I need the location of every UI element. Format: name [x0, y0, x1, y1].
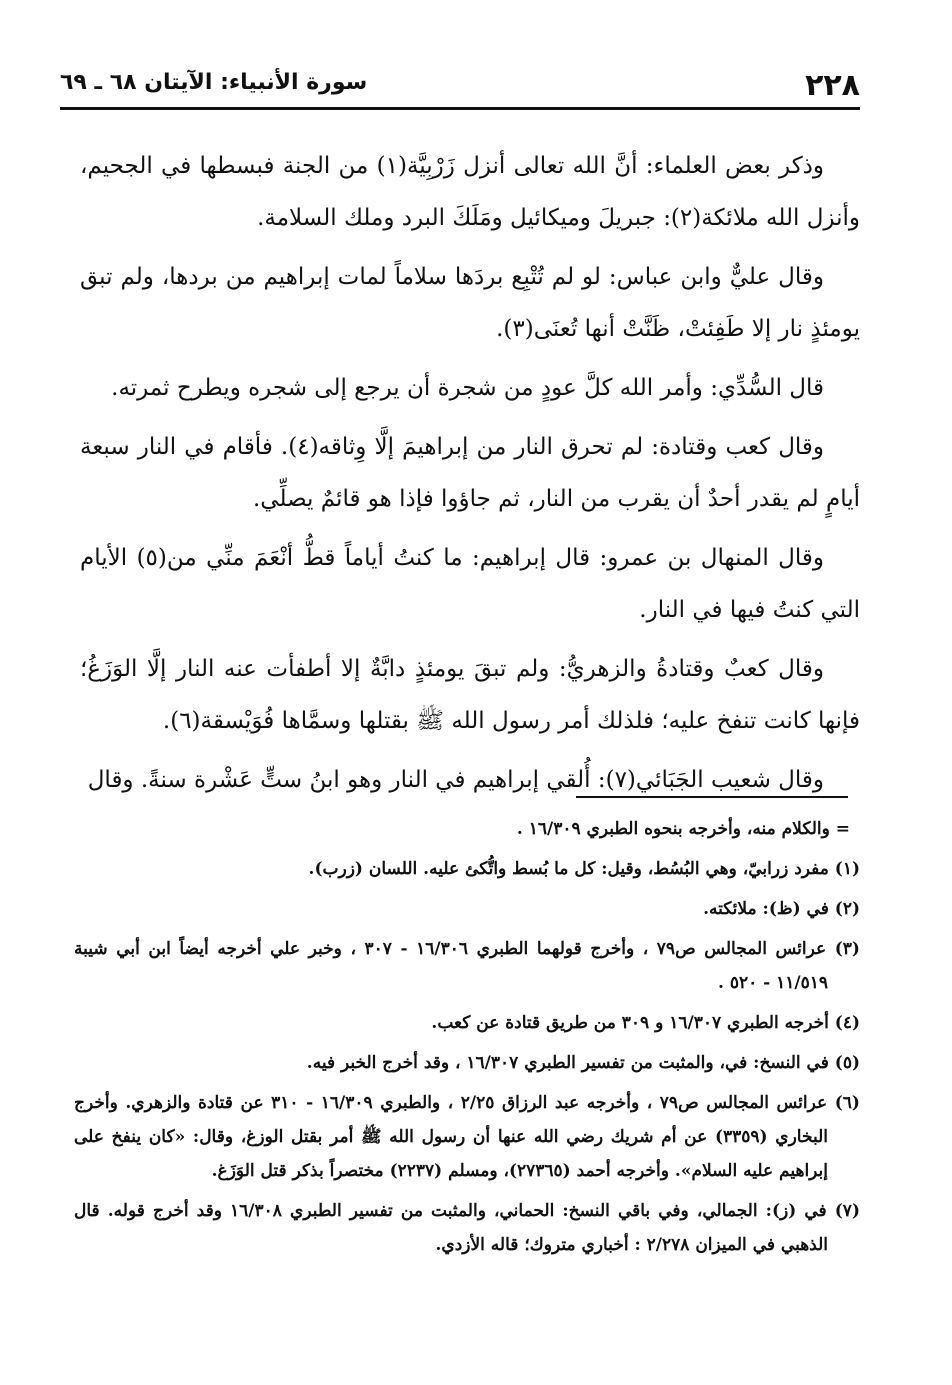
footnote-6: (٦) عرائس المجالس ص٧٩ ، وأخرجه عبد الرزاق ٢/٢٥ ، والطبري ١٦/٣٠٩ - ٣١٠ عن قتادة والزهري. وأخرج البخاري (٣٣٥٩) عن أم شريك رضي الله عنها أن رسول الله ﷺ أمر بقتل الوزغ، وقال: «كان ينفخ على إبراهيم عليه السلام». وأخرجه أحمد (٢٧٣٦٥)، ومسلم (٢٢٣٧) مختصراً بذكر قتل الوَزَغ.: [74, 1093, 860, 1181]
footnote-5: (٥) في النسخ: في، والمثبت من تفسير الطبري ١٦/٣٠٧ ، وقد أخرج الخبر فيه.: [306, 1053, 860, 1073]
paragraph: وقال عليٌّ وابن عباس: لو لم تُتْبِع بردَها سلاماً لمات إبراهيم من بردها، ولم تبق يومئذٍ نار إلا طَفِئتْ، ظَنَّتْ أنها تُعنَى(٣).: [80, 264, 860, 342]
footnote-3: (٣) عرائس المجالس ص٧٩ ، وأخرج قولهما الطبري ١٦/٣٠٦ - ٣٠٧ ، وخبر علي أخرجه أيضاً ابن أبي شيبة ١١/٥١٩ - ٥٢٠ .: [74, 939, 860, 993]
running-header: [60, 60, 860, 106]
footnote-2: (٢) في (ظ): ملائكته.: [703, 899, 860, 919]
main-text: [80, 140, 860, 813]
footnote-4: (٤) أخرجه الطبري ١٦/٣٠٧ و ٣٠٩ من طريق قتادة عن كعب.: [431, 1013, 860, 1033]
paragraph: وقال المنهال بن عمرو: قال إبراهيم: ما كنتُ أياماً قطُّ أنْعَمَ منِّي من(٥) الأيام التي كنتُ فيها في النار.: [80, 545, 860, 623]
paragraph: وقال كعب وقتادة: لم تحرق النار من إبراهيمَ إلَّا وِثاقه(٤). فأقام في النار سبعة أيامٍ لم يقدر أحدٌ أن يقرب من النار، ثم جاؤوا فإذا هو قائمٌ يصلِّي.: [80, 434, 860, 512]
header-divider: [60, 107, 860, 110]
paragraph: وقال كعبٌ وقتادةُ والزهريُّ: ولم تبقَ يومئذٍ دابَّةٌ إلا أطفأت عنه النار إلَّا الوَزَغُ؛ فإنها كانت تنفخ عليه؛ فلذلك أمر رسول الله ﷺ بقتلها وسمَّاها فُوَيْسقة(٦).: [80, 656, 860, 734]
paragraph: وذكر بعض العلماء: أنَّ الله تعالى أنزل زَرْبِيَّة(١) من الجنة فبسطها في الجحيم، وأنزل الله ملائكة(٢): جبريلَ وميكائيل ومَلَكَ البرد وملك السلامة.: [80, 153, 860, 231]
paragraph: قال السُّدِّي: وأمر الله كلَّ عودٍ من شجرة أن يرجع إلى شجره ويطرح ثمرته.: [111, 375, 824, 401]
surah-title: سورة الأنبياء: الآيتان ٦٨ ـ ٦٩: [60, 70, 368, 95]
footnote-7: (٧) في (ز): الجمالي، وفي باقي النسخ: الحماني، والمثبت من تفسير الطبري ١٦/٣٠٨ وقد أخرج قوله. قال الذهبي في الميزان ٢/٢٧٨ : أخباري متروك؛ قاله الأزدي.: [74, 1201, 860, 1255]
paragraph: وقال شعيب الجَبَائي(٧): أُلقي إبراهيم في النار وهو ابنُ ستٍّ عَشْرة سنةً. وقال: [87, 767, 824, 793]
footnotes: [74, 812, 860, 1268]
footnote-divider: [576, 796, 848, 798]
page-number: ٢٢٨: [805, 68, 860, 103]
footnote-1: (١) مفرد زرابيّ، وهي البُسُط، وقيل: كل ما بُسط واتُّكئ عليه. اللسان (زرب).: [308, 859, 860, 879]
footnote-continuation: = والكلام منه، وأخرجه بنحوه الطبري ١٦/٣٠٩ .: [516, 819, 850, 839]
